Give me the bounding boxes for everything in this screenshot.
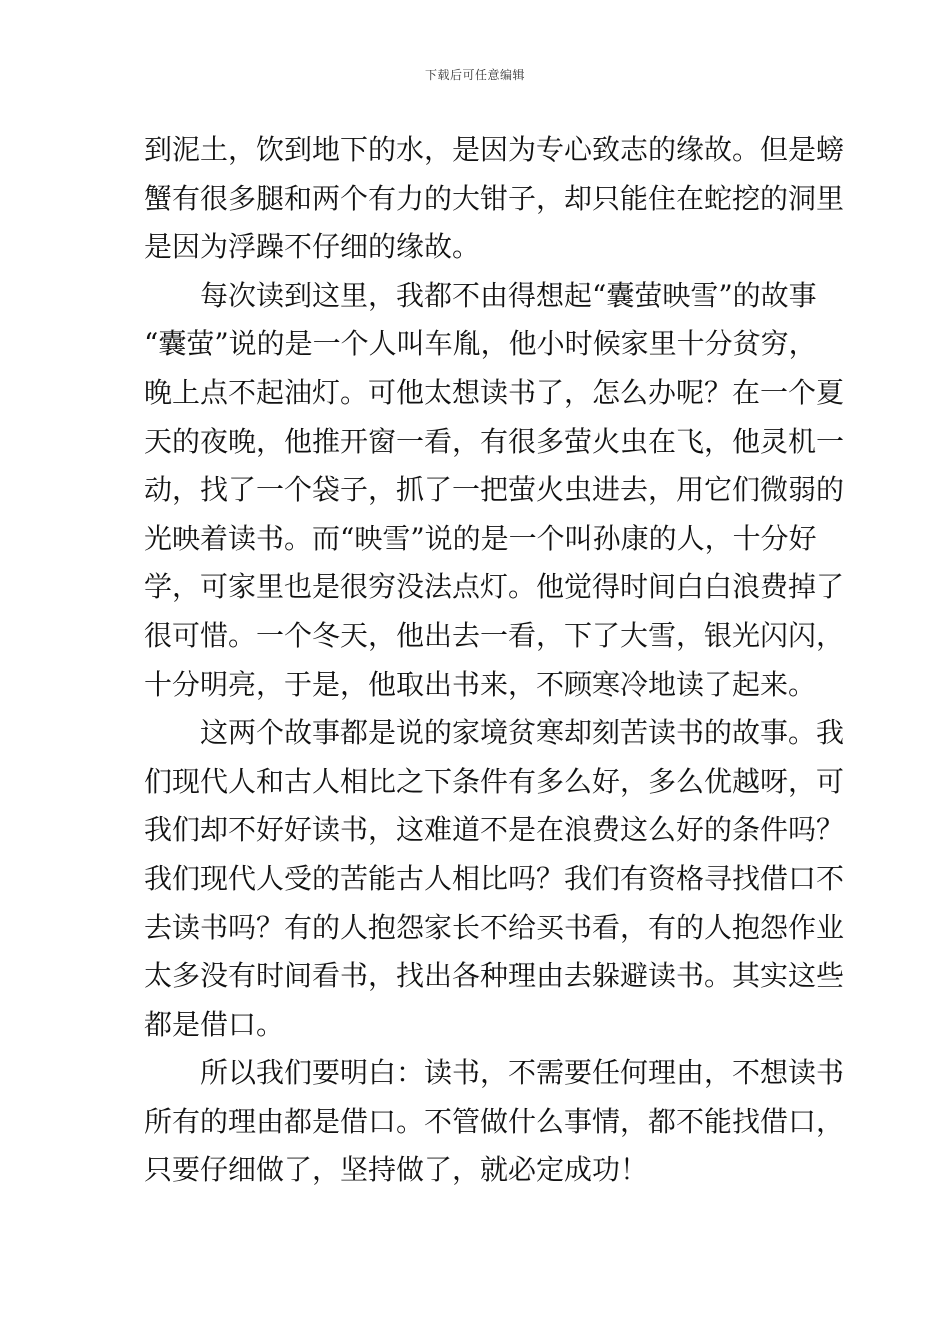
document-body bbox=[144, 126, 845, 1195]
text-line-first: 每次读到这里，我都不由得想起“囊萤映雪”的故事 bbox=[200, 278, 817, 312]
text-line: 都是借口。 bbox=[144, 1007, 285, 1041]
text-line: 很可惜。一个冬天，他出去一看，下了大雪，银光闪闪， bbox=[144, 618, 845, 652]
page-header: 下载后可任意编辑 bbox=[424, 68, 525, 82]
text-line: 我们现代人受的苦能古人相比吗？我们有资格寻找借口不 bbox=[144, 861, 845, 895]
text-line-first: 所以我们要明白：读书，不需要任何理由，不想读书 bbox=[200, 1056, 845, 1090]
text-line: 晚上点不起油灯。可他太想读书了，怎么办呢？在一个夏 bbox=[144, 375, 845, 409]
text-line: 十分明亮，于是，他取出书来，不顾寒冷地读了起来。 bbox=[144, 667, 817, 701]
text-line: 学，可家里也是很穷没法点灯。他觉得时间白白浪费掉了 bbox=[144, 570, 845, 604]
text-line: 是因为浮躁不仔细的缘故。 bbox=[144, 230, 481, 264]
text-line: 动，找了一个袋子，抓了一把萤火虫进去，用它们微弱的 bbox=[144, 473, 845, 507]
text-line: 只要仔细做了，坚持做了，就必定成功！ bbox=[144, 1153, 649, 1187]
paragraph-1 bbox=[144, 126, 845, 272]
paragraph-4 bbox=[144, 1049, 845, 1195]
text-line: 蟹有很多腿和两个有力的大钳子，却只能住在蛇挖的洞里 bbox=[144, 181, 845, 215]
text-line: 们现代人和古人相比之下条件有多么好，多么优越呀，可 bbox=[144, 764, 845, 798]
text-line: “囊萤”说的是一个人叫车胤，他小时候家里十分贫穷， bbox=[144, 327, 817, 361]
text-line: 光映着读书。而“映雪”说的是一个叫孙康的人，十分好 bbox=[144, 521, 817, 555]
text-line: 去读书吗？有的人抱怨家长不给买书看，有的人抱怨作业 bbox=[144, 910, 845, 944]
text-line: 到泥土，饮到地下的水，是因为专心致志的缘故。但是螃 bbox=[144, 133, 845, 166]
paragraph-3 bbox=[144, 709, 845, 1049]
text-line: 我们却不好好读书，这难道不是在浪费这么好的条件吗？ bbox=[144, 813, 845, 847]
paragraph-2 bbox=[144, 272, 845, 709]
text-line: 天的夜晚，他推开窗一看，有很多萤火虫在飞，他灵机一 bbox=[144, 424, 845, 458]
text-line: 太多没有时间看书，找出各种理由去躲避读书。其实这些 bbox=[144, 959, 845, 993]
text-line-first: 这两个故事都是说的家境贫寒却刻苦读书的故事。我 bbox=[200, 716, 845, 750]
text-line: 所有的理由都是借口。不管做什么事情，都不能找借口， bbox=[144, 1104, 845, 1138]
